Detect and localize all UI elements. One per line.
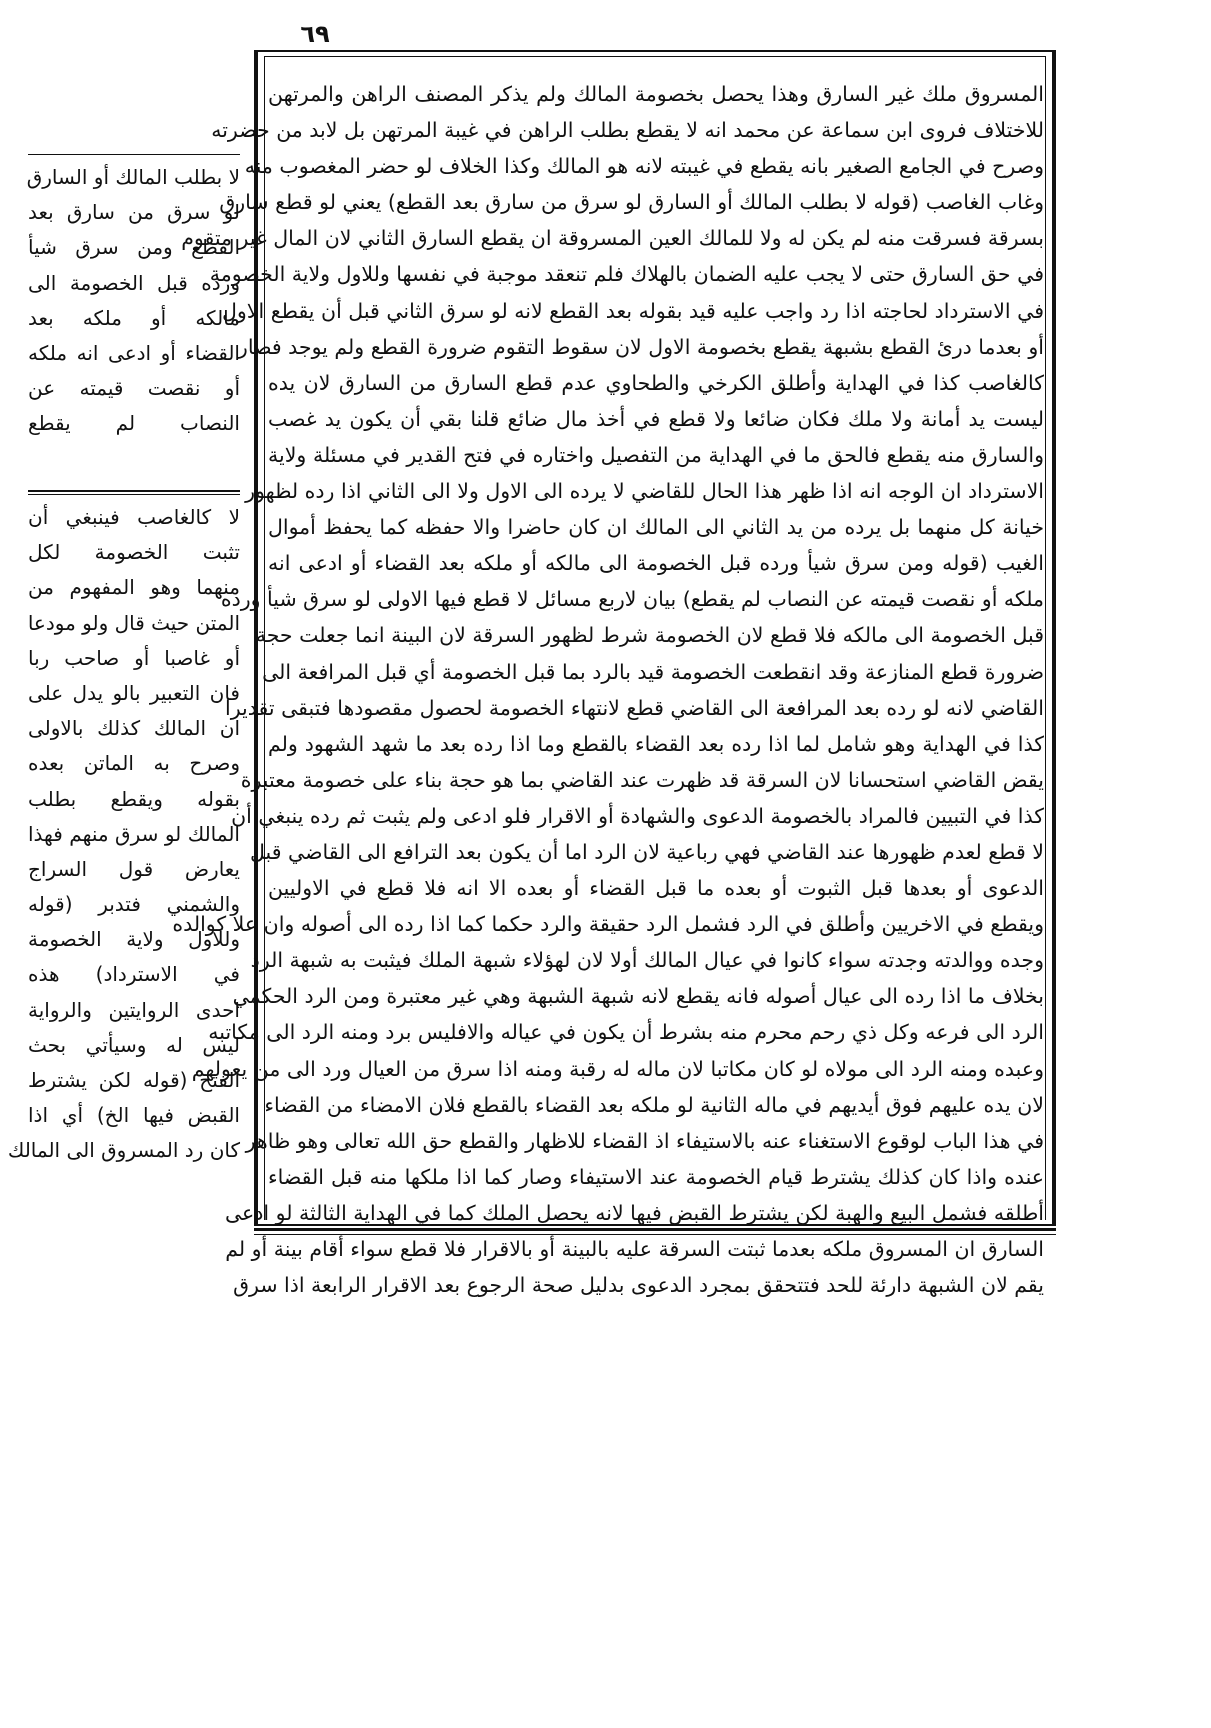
main-text-line: يقم لان الشبهة دارئة للحد فتتحقق بمجرد الدعوى بدليل صحة الرجوع بعد الاقرار الرابعة اذا سرق <box>233 1273 1044 1298</box>
margin-note-line: في الاسترداد) هذه <box>28 962 240 987</box>
main-text-line: كذا في الهداية وهو شامل لما اذا رده بعد القضاء بالقطع وما اذا رده بعد ما شهد الشهود ولم <box>268 731 1044 756</box>
margin-note-line: القطع ومن سرق شيأ <box>28 235 240 260</box>
main-text-body <box>172 76 1044 1303</box>
main-text-line: الاسترداد ان الوجه انه اذا ظهر هذا الحال للقاضي لا يرده الى الاول ولا الى الثاني اذا رده لظهور <box>245 479 1044 504</box>
margin-note-line: النصاب لم يقطع <box>28 411 240 436</box>
margin-note-line: ان المالك كذلك بالاولى <box>28 716 240 741</box>
margin-note-line: مالكه أو ملكه بعد <box>28 305 240 330</box>
main-text-line: للاختلاف فروى ابن سماعة عن محمد انه لا يقطع بطلب الراهن في غيبة المرتهن بل لابد من حضرته <box>211 118 1044 143</box>
page-number: ٦٩ <box>300 20 330 48</box>
main-text-line: وغاب الغاصب (قوله لا بطلب المالك أو السارق لو سرق من سارق بعد القطع) يعني لو قطع سارق <box>219 190 1044 215</box>
main-text-line: قبل الخصومة الى مالكه فلا قطع لان الخصومة شرط لظهور السرقة لان البينة انما جعلت حجة <box>255 623 1044 648</box>
margin-note-line: أو غاصبا أو صاحب ربا <box>28 645 240 670</box>
margin-note-line: تثبت الخصومة لكل <box>28 540 240 565</box>
margin-note-line: منهما وهو المفهوم من <box>28 575 240 600</box>
main-text-line: في حق السارق حتى لا يجب عليه الضمان بالهلاك فلم تنعقد موجبة في نفسها وللاول ولاية الخصومة <box>209 262 1044 287</box>
main-text-line: عنده واذا كان كذلك يشترط قيام الخصومة عند الاستيفاء وصار كما اذا ملكها منه قبل القضاء <box>268 1164 1044 1189</box>
main-text-line: ليست يد أمانة ولا ملك فكان ضائعا ولا قطع في أخذ مال ضائع قلنا بقي أن يكون يد غصب <box>268 406 1044 431</box>
margin-note-line: المتن حيث قال ولو مودعا <box>27 610 240 635</box>
main-text-line: أطلقه فشمل البيع والهبة لكن يشترط القبض فيها لانه يحصل الملك كما في الهداية الثالثة لو ادعى <box>224 1200 1044 1225</box>
main-text-line: والسارق منه يقطع فالحق ما في الهداية من التفصيل واختاره في فتح القدير في مسئلة ولاية <box>268 442 1044 467</box>
main-text-line: المسروق ملك غير السارق وهذا يحصل بخصومة المالك ولم يذكر المصنف الراهن والمرتهن <box>268 82 1044 106</box>
margin-divider <box>28 490 240 492</box>
margin-divider <box>28 494 240 495</box>
main-text-line: القاضي لانه لو رده بعد المرافعة الى القاضي قطع لانتهاء الخصومة لحصول مقصودها فتبقى تقديرا <box>225 695 1044 720</box>
margin-note-line: ورده قبل الخصومة الى <box>28 270 240 295</box>
bottom-rule <box>254 1228 1056 1231</box>
main-text-line: أو بعدما درئ القطع بشبهة يقطع بخصومة الاول لان سقوط التقوم ضرورة القطع ولم يوجد فصار <box>237 334 1044 359</box>
main-text-line: بخلاف ما اذا رده الى عيال أصوله فانه يقطع لانه شبهة الشبهة وهي غير معتبرة ومن الرد الحكمي <box>232 984 1044 1009</box>
main-text-line: ملكه أو نقصت قيمته عن النصاب لم يقطع) بيان لاربع مسائل لا قطع فيها الاولى لو سرق شيأ ورده <box>220 587 1044 612</box>
main-text-line: ويقطع في الاخريين وأطلق في الرد فشمل الرد حقيقة والرد حكما كما اذا رده الى أصوله وان علا كوالده <box>172 912 1044 937</box>
margin-note-line: فان التعبير بالو يدل على <box>28 680 240 705</box>
margin-note-line: يعارض قول السراج <box>28 856 240 881</box>
margin-note-line: لا بطلب المالك أو السارق <box>26 165 240 189</box>
margin-note-line: بقوله ويقطع بطلب <box>28 786 240 811</box>
main-text-line: في هذا الباب لوقوع الاستغناء عنه بالاستيفاء اذ القضاء للاظهار والقطع حق الله تعالى وهو ظاهر <box>245 1128 1044 1153</box>
margin-note-line: لو سرق من سارق بعد <box>28 200 240 225</box>
bottom-rule <box>254 1234 1056 1235</box>
margin-note-line: القبض فيها الخ) أي اذا <box>28 1103 240 1128</box>
margin-note-line: أو نقصت قيمته عن <box>28 376 240 401</box>
margin-note-line: الفتح (قوله لكن يشترط <box>28 1068 240 1092</box>
main-text-line: كالغاصب كذا في الهداية وأطلق الكرخي والطحاوي عدم قطع السارق من السارق لان يده <box>268 370 1044 395</box>
margin-note-line: القضاء أو ادعى انه ملكه <box>28 340 240 365</box>
main-text-line: في الاسترداد لحاجته اذا رد واجب عليه قيد بقوله بعد القطع لانه لو سرق الثاني قبل أن يقطع الاول <box>222 298 1044 323</box>
margin-note-line: كان رد المسروق الى المالك <box>7 1138 240 1163</box>
margin-note-line: وللاول ولاية الخصومة <box>28 927 240 952</box>
main-text-line: الرد الى فرعه وكل ذي رحم محرم منه بشرط أن يكون في عياله والافليس برد ومنه الرد الى مكاتبه <box>208 1020 1044 1045</box>
main-text-line: الغيب (قوله ومن سرق شيأ ورده قبل الخصومة الى مالكه أو ملكه بعد القضاء أو ادعى انه <box>268 551 1044 576</box>
main-text-line: السارق ان المسروق ملكه بعدما ثبتت السرقة عليه بالبينة أو بالاقرار فلا قطع سواء أقام بينة أو لم <box>225 1237 1044 1261</box>
main-text-line: بسرقة فسرقت منه لم يكن له ولا للمالك العين المسروقة ان يقطع السارق الثاني لان المال غير متقوم <box>181 226 1044 251</box>
main-text-line: يقض القاضي استحسانا لان السرقة قد ظهرت عند القاضي بما هو حجة بناء على خصومة معتبرة <box>240 767 1044 792</box>
margin-note-line: احدى الروايتين والرواية <box>28 997 240 1022</box>
main-text-line: لان يده عليهم فوق أيديهم في ماله الثانية لو ملكه بعد القضاء بالقطع فلان الامضاء من القضاء <box>264 1092 1044 1117</box>
main-text-line: وعبده ومنه الرد الى مولاه لو كان مكاتبا لان ماله له رقبة ومنه اذا سرق من العيال ورد الى من يعولهم <box>191 1056 1044 1081</box>
margin-note-line: والشمني فتدبر (قوله <box>28 892 240 917</box>
main-text-line: الدعوى أو بعدها قبل الثبوت أو بعده ما قبل القضاء أو بعده الا انه فلا قطع في الاوليين <box>268 876 1044 901</box>
margin-note-line: ليس له وسيأتي بحث <box>28 1032 240 1057</box>
main-text-line: وجده ووالدته وجدته سواء كانوا في عيال المالك أولا لان لهؤلاء شبهة الملك فيثبت به شبهة الرد <box>250 948 1044 973</box>
margin-note-line: وصرح به الماتن بعده <box>28 751 240 776</box>
margin-note-line: المالك لو سرق منهم فهذا <box>28 821 240 846</box>
main-text-line: خيانة كل منهما بل يرده من يد الثاني الى المالك ان كان حاضرا والا حفظه كما يحفظ أموال <box>268 515 1044 540</box>
main-text-line: ضرورة قطع المنازعة وقد انقطعت الخصومة قيد بالرد بما قبل الخصومة أي قبل المرافعة الى <box>262 659 1044 684</box>
main-text-line: وصرح في الجامع الصغير بانه يقطع في غيبته لانه هو المالك وكذا الخلاف لو حضر المغصوب منه <box>244 154 1044 179</box>
margin-note-line: لا كالغاصب فينبغي أن <box>28 505 240 529</box>
margin-note-block <box>28 160 240 442</box>
main-text-line: كذا في التبيين فالمراد بالخصومة الدعوى والشهادة أو الاقرار فلو ادعى ولم يثبت ثم رده ينبغي أن <box>231 803 1044 828</box>
main-text-line: لا قطع لعدم ظهورها عند القاضي فهي رباعية لان الرد اما أن يكون بعد الترافع الى القاضي قبل <box>250 839 1044 864</box>
margin-divider <box>28 154 240 155</box>
